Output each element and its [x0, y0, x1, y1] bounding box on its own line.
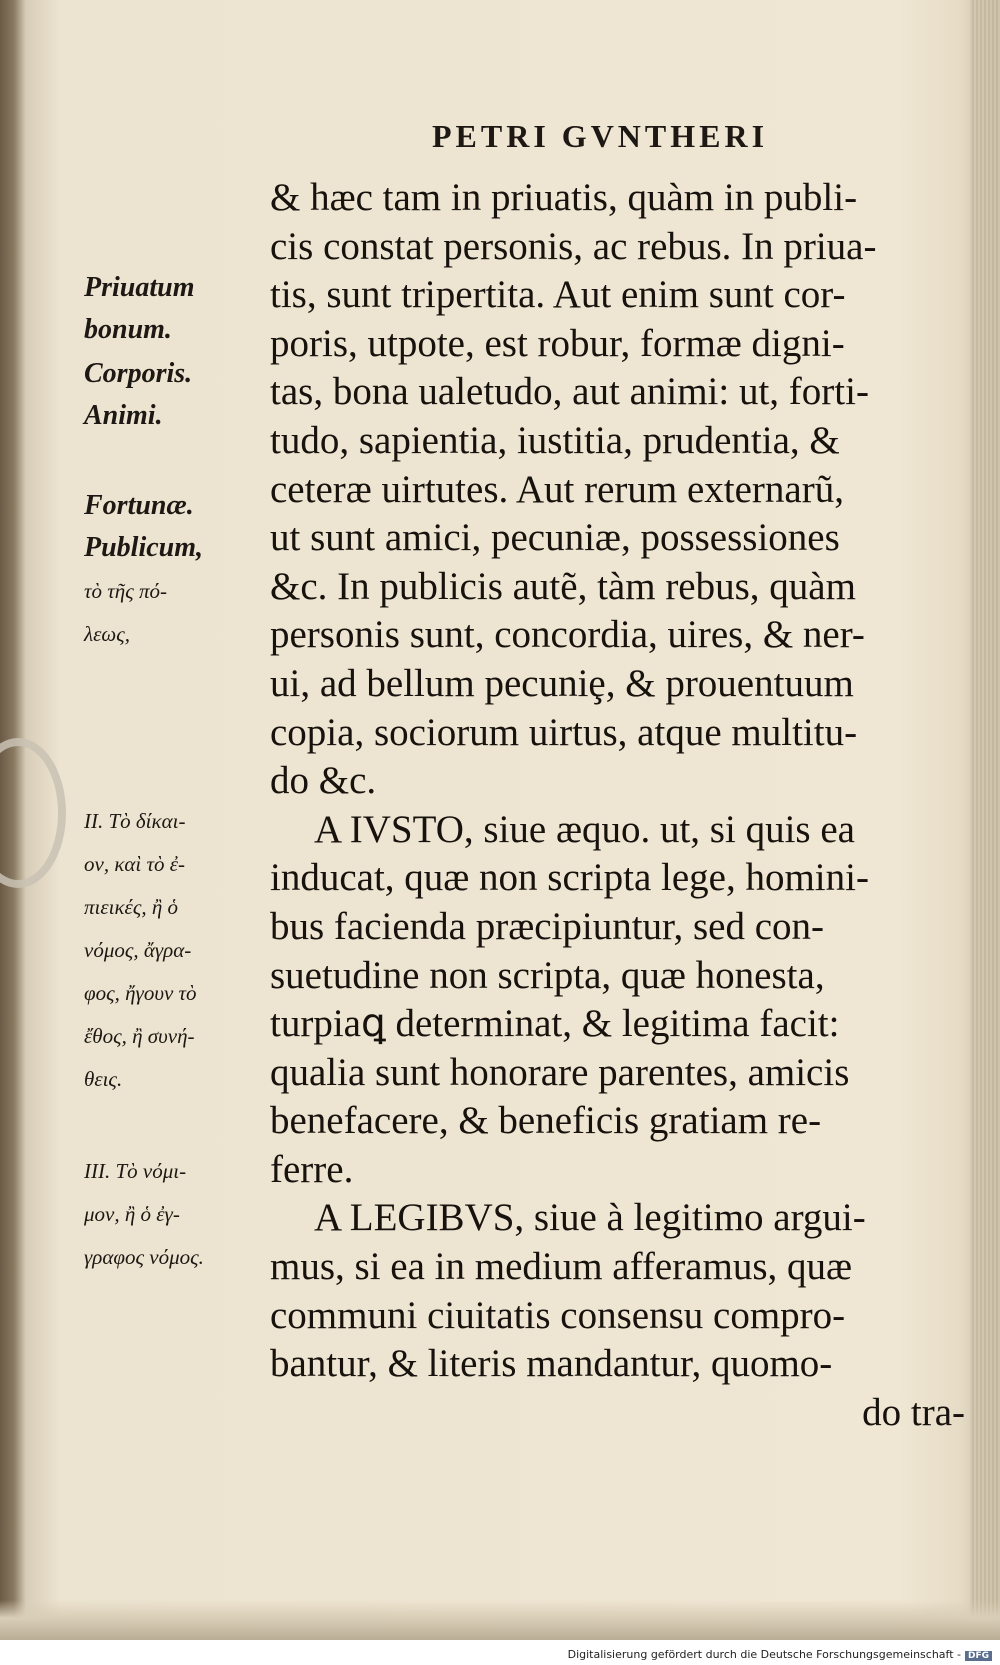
text-line: ferre. — [270, 1147, 354, 1191]
margin-note-line: τὸ τῆς πό- — [84, 579, 167, 603]
main-text — [270, 174, 965, 1437]
text-line: &c. In publicis autẽ, tàm rebus, quàm — [270, 564, 856, 608]
margin-note-public — [84, 488, 203, 566]
text-line: suetudine non scripta, quæ honesta, — [270, 953, 825, 997]
text-line: personis sunt, concordia, uires, & ner- — [270, 613, 865, 657]
text-line: mus, si ea in medium afferamus, quæ — [270, 1245, 853, 1289]
credit-text: Digitalisierung gefördert durch die Deutsche Forschungsgemeinschaft - — [567, 1648, 961, 1661]
text-line: tas, bona ualetudo, aut animi: ut, forti- — [270, 370, 869, 414]
text-line: copia, sociorum uirtus, atque multitu- — [270, 710, 858, 754]
margin-note-line: bonum. — [84, 314, 172, 345]
text-line: turpiaꝗ determinat, & legitima facit: — [270, 1002, 840, 1046]
catchword: do tra- — [862, 1390, 965, 1434]
text-line: ui, ad bellum pecuniȩ, & prouentuum — [270, 661, 854, 705]
text-line: & hæc tam in priuatis, quàm in publi- — [270, 176, 858, 219]
text-line: bantur, & literis mandantur, quomo- — [270, 1342, 833, 1386]
text-line: cis constat personis, ac rebus. In priua- — [270, 224, 877, 268]
text-line: do &c. — [270, 759, 377, 803]
margin-note-line: Priuatum — [84, 272, 195, 303]
margin-note-line: ἔθος, ἢ συνή- — [84, 1024, 195, 1048]
margin-note-greek-nomimon — [84, 1150, 204, 1279]
page-bottom-edge — [0, 1600, 1000, 1640]
text-line: ceteræ uirtutes. Aut rerum externarũ, — [270, 467, 844, 511]
margin-note-line: Fortunæ. — [84, 490, 194, 521]
margin-note-line: θεις. — [84, 1067, 123, 1091]
margin-note-greek-polis — [84, 570, 167, 656]
margin-note-line: γραφος νόμος. — [84, 1245, 204, 1269]
margin-note-line: Publicum, — [84, 532, 204, 563]
text-line: poris, utpote, est robur, formæ digni- — [270, 321, 845, 365]
margin-note-line: Corporis. — [84, 358, 193, 389]
margin-note-line: φος, ἤγουν τὸ — [84, 981, 197, 1005]
text-line: benefacere, & beneficis gratiam re- — [270, 1099, 822, 1143]
text-line-heading: A LEGIBVS, siue à legitimo argui- — [314, 1196, 866, 1240]
text-line: tudo, sapientia, iustitia, prudentia, & — [270, 418, 840, 462]
text-line-heading: A IVSTO, siue æquo. ut, si quis ea — [314, 807, 855, 851]
margin-note-line: νόμος, ἄγρα- — [84, 938, 192, 962]
text-line: ut sunt amici, pecuniæ, possessiones — [270, 516, 840, 560]
margin-note-line: λεως, — [84, 622, 130, 646]
text-line: communi ciuitatis consensu compro- — [270, 1293, 846, 1337]
margin-note-line: Animi. — [84, 400, 163, 431]
text-line: tis, sunt tripertita. Aut enim sunt cor- — [270, 273, 846, 317]
text-line: qualia sunt honorare parentes, amicis — [270, 1050, 850, 1094]
margin-note-private — [84, 270, 194, 434]
margin-note-line: μον, ἢ ὁ ἐγ- — [84, 1202, 180, 1226]
margin-note-line: II. Τὸ δίκαι- — [84, 809, 186, 833]
text-line: bus facienda præcipiuntur, sed con- — [270, 904, 825, 948]
margin-note-line: ον, καὶ τὸ ἐ- — [84, 852, 186, 876]
page-edges — [970, 0, 1000, 1640]
text-line: inducat, quæ non scripta lege, homini- — [270, 856, 869, 900]
dfg-logo: DFG — [965, 1651, 992, 1661]
running-header: PETRI GVNTHERI — [432, 118, 769, 154]
margin-note-line: III. Τὸ νόμι- — [84, 1159, 187, 1183]
margin-note-line: πιεικές, ἢ ὁ — [84, 895, 179, 919]
margin-note-greek-dikaion — [84, 800, 197, 1101]
digitization-credit — [568, 1648, 992, 1661]
